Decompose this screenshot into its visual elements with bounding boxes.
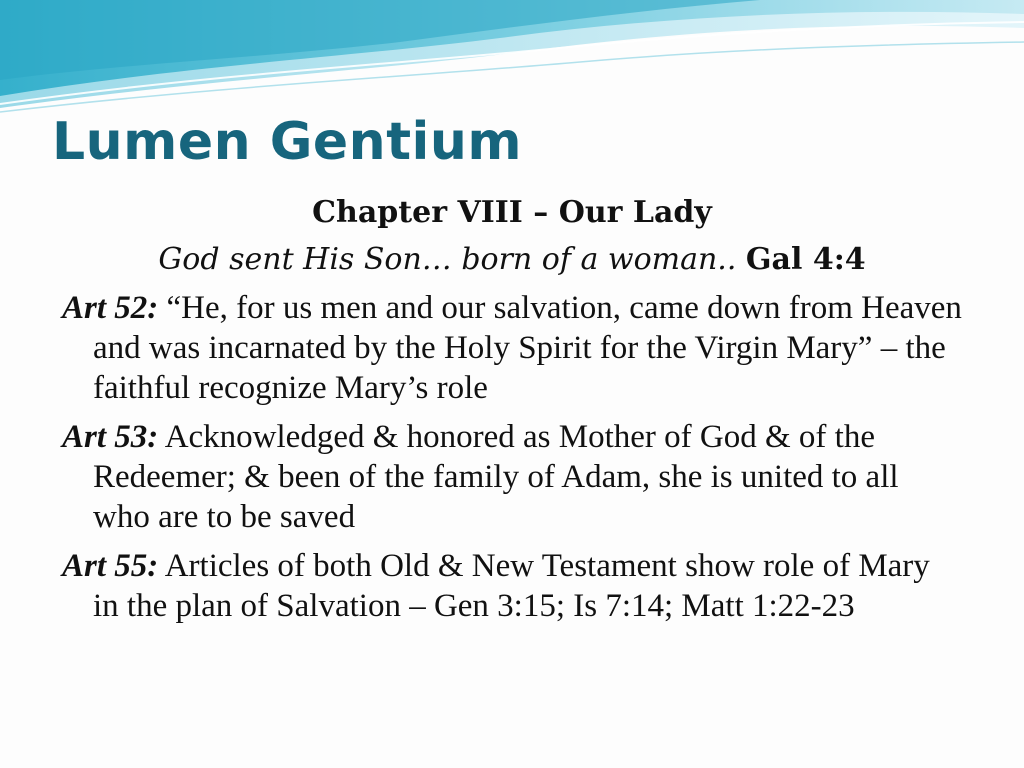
article-text: Articles of both Old & New Testament show role of Mary in the plan of Salvation – Gen 3:15; Is 7:14; Matt 1:22-23 xyxy=(93,548,930,624)
subtitle-quote: God sent His Son… born of a woman.. xyxy=(158,242,737,277)
scripture-subtitle xyxy=(62,241,962,279)
chapter-heading: Chapter VIII – Our Lady xyxy=(312,195,712,230)
subtitle-reference: Gal 4:4 xyxy=(745,242,866,277)
article-label: Art 55: xyxy=(62,548,159,584)
article-52 xyxy=(62,288,962,408)
header-wave-decoration xyxy=(0,0,1024,120)
slide-body xyxy=(62,194,962,626)
article-text: Acknowledged & honored as Mother of God & of the Redeemer; & been of the family of Adam, she is united to all who are to be saved xyxy=(93,419,899,535)
article-text: “He, for us men and our salvation, came down from Heaven and was incarnated by the Holy Spirit for the Virgin Mary” – the faithful recognize Mary’s role xyxy=(93,290,962,406)
article-label: Art 53: xyxy=(62,419,159,455)
article-55 xyxy=(62,546,962,626)
slide-title: Lumen Gentium xyxy=(52,112,523,172)
article-label: Art 52: xyxy=(62,290,159,326)
article-53 xyxy=(62,417,962,537)
